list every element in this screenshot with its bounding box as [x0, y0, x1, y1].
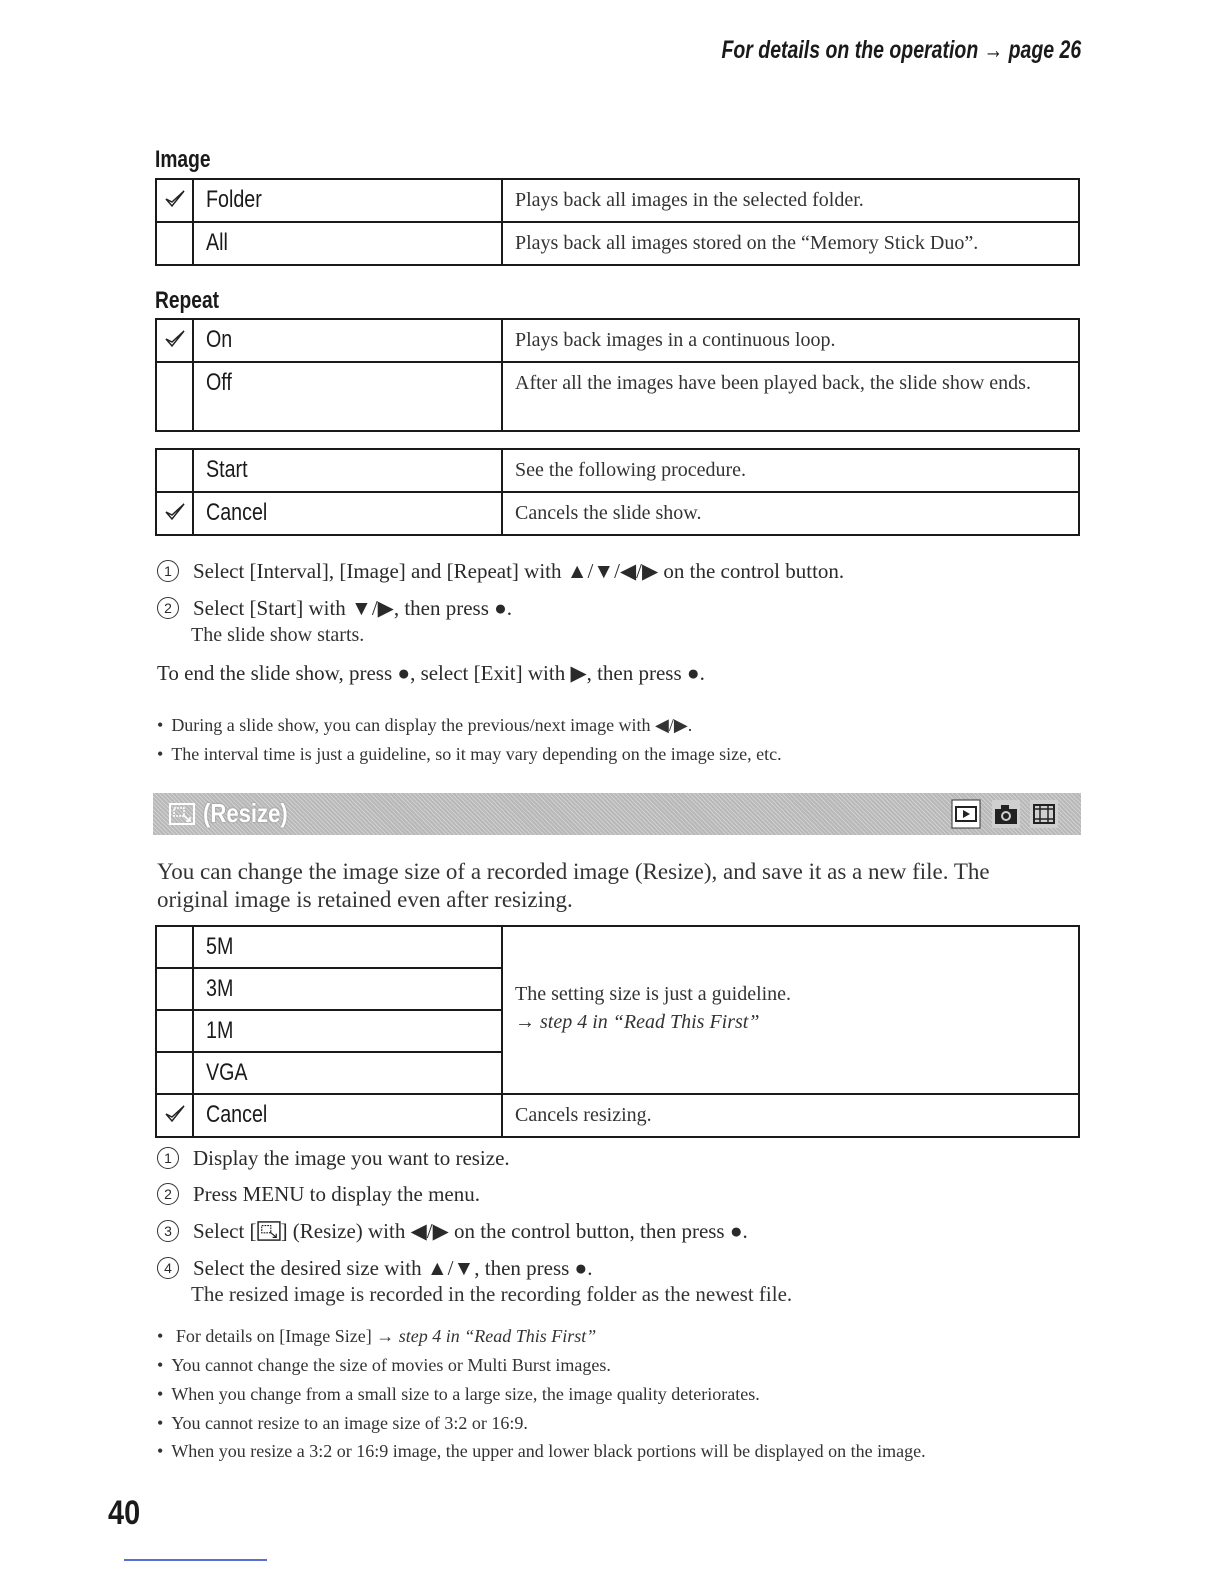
- resize-icon: [169, 803, 195, 825]
- step-subtext: The slide show starts.: [191, 624, 365, 646]
- checkmark-cell: [156, 449, 193, 492]
- note-bullet: • The interval time is just a guideline, so it may vary depending on the image size, etc.: [157, 744, 782, 765]
- table-row[interactable]: [156, 926, 1079, 968]
- step-number: 1: [157, 560, 179, 582]
- step-subtext: The resized image is recorded in the recording folder as the newest file.: [191, 1282, 793, 1306]
- resize-step-4: [157, 1256, 593, 1281]
- resize-banner-title: (Resize): [203, 798, 288, 828]
- size-reference: → step 4 in “Read This First”: [515, 1011, 760, 1033]
- option-label: Folder: [193, 179, 502, 222]
- resize-step-2: [157, 1182, 480, 1207]
- note-bullet: • During a slide show, you can display the previous/next image with ◀/▶.: [157, 715, 692, 736]
- resize-step-3: [157, 1219, 748, 1244]
- checkmark-cell: [156, 1010, 193, 1052]
- checkmark-cell: [156, 1094, 193, 1137]
- checkmark-cell: [156, 362, 193, 431]
- note-bullet: • For details on [Image Size] → step 4 in “Read This First”: [157, 1326, 596, 1347]
- option-label: Cancel: [193, 1094, 502, 1137]
- resize-icon: [257, 1221, 281, 1241]
- table-row[interactable]: [156, 179, 1079, 222]
- step-text: Select [Start] with ▼/▶, then press ●.: [193, 596, 513, 620]
- page-number: 40: [108, 1494, 141, 1532]
- option-description: See the following procedure.: [502, 449, 1079, 492]
- checkmark-icon: [164, 1103, 186, 1125]
- checkmark-icon: [164, 501, 186, 523]
- action-table: [155, 448, 1080, 536]
- size-option-label: 5M: [193, 926, 502, 968]
- page-reference: For details on the operation → page 26: [721, 36, 1081, 64]
- size-option-label: VGA: [193, 1052, 502, 1094]
- table-row[interactable]: [156, 222, 1079, 265]
- option-label: Off: [193, 362, 502, 431]
- note-bullet: • When you resize a 3:2 or 16:9 image, the upper and lower black portions will be displayed on the image.: [157, 1441, 926, 1462]
- step-number: 1: [157, 1147, 179, 1169]
- resize-step-1: [157, 1146, 510, 1171]
- checkmark-cell: [156, 926, 193, 968]
- checkmark-cell: [156, 492, 193, 535]
- step-text: Press MENU to display the menu.: [193, 1182, 480, 1206]
- camera-mode-icon: [991, 799, 1021, 829]
- image-section-title: Image: [155, 146, 211, 173]
- step-number: 3: [157, 1220, 179, 1242]
- checkmark-cell: [156, 319, 193, 362]
- table-row[interactable]: [156, 1094, 1079, 1137]
- repeat-options-table: [155, 318, 1080, 432]
- table-row[interactable]: [156, 319, 1079, 362]
- option-label: All: [193, 222, 502, 265]
- step-number: 4: [157, 1257, 179, 1279]
- note-bullet: • You cannot resize to an image size of 3:2 or 16:9.: [157, 1413, 528, 1434]
- note-bullet: • When you change from a small size to a large size, the image quality deteriorates.: [157, 1384, 760, 1405]
- option-description: Plays back all images stored on the “Memory Stick Duo”.: [502, 222, 1079, 265]
- step-text: ] (Resize) with ◀/▶ on the control button, then press ●.: [280, 1219, 748, 1243]
- table-row[interactable]: [156, 362, 1079, 431]
- step-text: Select [: [193, 1219, 257, 1243]
- slideshow-step-1: [157, 559, 844, 584]
- bottom-rule: [124, 1559, 267, 1561]
- checkmark-icon: [164, 328, 186, 350]
- option-label: On: [193, 319, 502, 362]
- option-description: Plays back all images in the selected folder.: [502, 179, 1079, 222]
- step-text: Select the desired size with ▲/▼, then press ●.: [193, 1256, 593, 1280]
- end-slideshow-note: To end the slide show, press ●, select [Exit] with ▶, then press ●.: [157, 661, 705, 685]
- size-option-label: 1M: [193, 1010, 502, 1052]
- resize-options-table: [155, 925, 1080, 1138]
- size-option-label: 3M: [193, 968, 502, 1010]
- checkmark-cell: [156, 179, 193, 222]
- note-bullet: • You cannot change the size of movies or Multi Burst images.: [157, 1355, 611, 1376]
- resize-section-banner: [153, 793, 1081, 835]
- image-options-table: [155, 178, 1080, 266]
- step-text: Select [Interval], [Image] and [Repeat] with ▲/▼/◀/▶ on the control button.: [193, 559, 845, 583]
- table-row[interactable]: [156, 449, 1079, 492]
- checkmark-cell: [156, 222, 193, 265]
- option-description: Plays back images in a continuous loop.: [502, 319, 1079, 362]
- option-description: After all the images have been played back, the slide show ends.: [502, 362, 1079, 431]
- size-description: [502, 926, 1079, 1094]
- checkmark-cell: [156, 968, 193, 1010]
- step-number: 2: [157, 1183, 179, 1205]
- checkmark-icon: [164, 188, 186, 210]
- repeat-section-title: Repeat: [155, 287, 220, 314]
- resize-intro-paragraph: You can change the image size of a recorded image (Resize), and save it as a new file. The original image is retained even after resizing.: [157, 859, 990, 912]
- movie-mode-icon: [1029, 799, 1059, 829]
- checkmark-cell: [156, 1052, 193, 1094]
- step-number: 2: [157, 597, 179, 619]
- option-description: Cancels resizing.: [502, 1094, 1079, 1137]
- playback-mode-icon: [951, 799, 981, 829]
- option-label: Start: [193, 449, 502, 492]
- step-text: Display the image you want to resize.: [193, 1146, 510, 1170]
- table-row[interactable]: [156, 492, 1079, 535]
- option-label: Cancel: [193, 492, 502, 535]
- slideshow-step-2: [157, 596, 512, 621]
- option-description: Cancels the slide show.: [502, 492, 1079, 535]
- size-note: The setting size is just a guideline.: [515, 983, 792, 1005]
